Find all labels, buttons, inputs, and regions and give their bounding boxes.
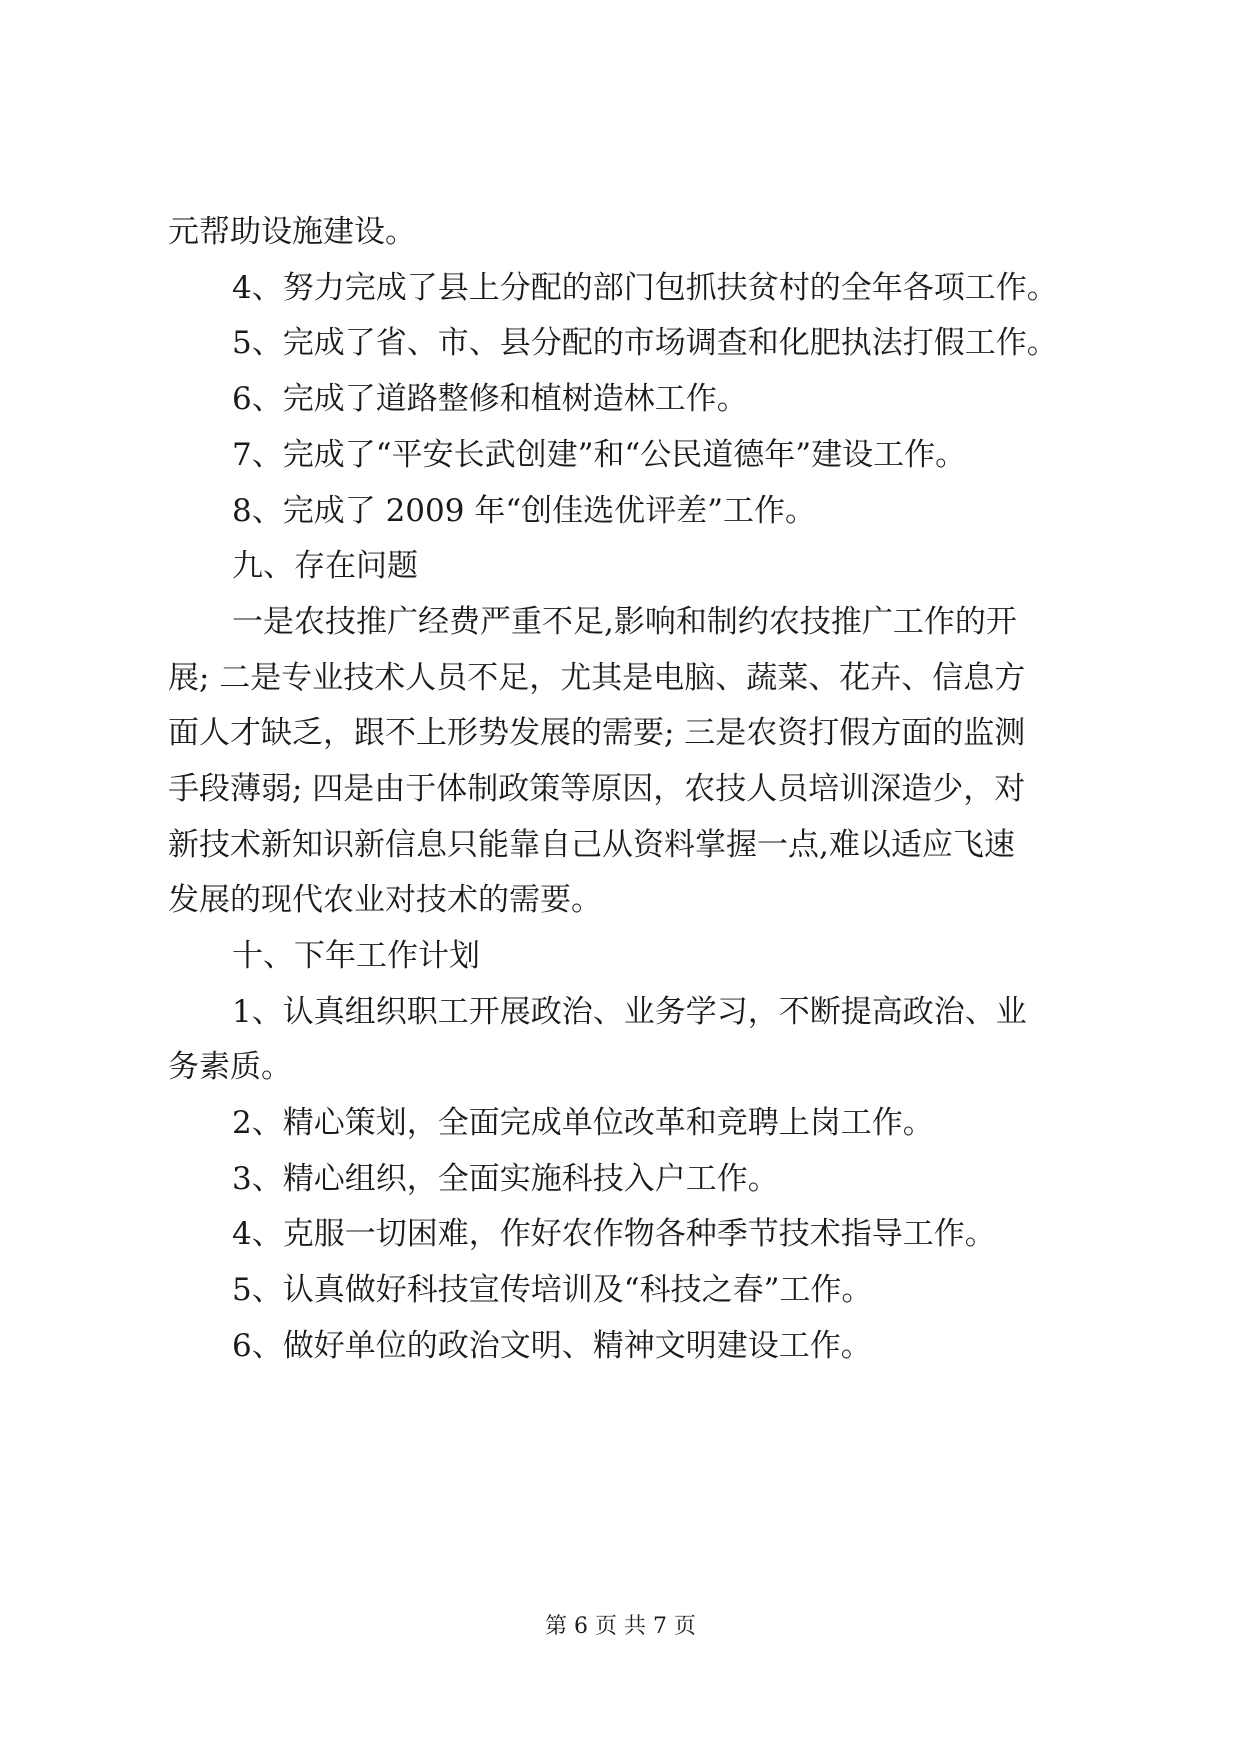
paragraph-line: 一是农技推广经费严重不足,影响和制约农技推广工作的开: [232, 604, 1017, 640]
plan-item-5: 5、认真做好科技宣传培训及“科技之春”工作。: [232, 1272, 873, 1308]
plan-item-1: 1、认真组织职工开展政治、业务学习，不断提高政治、业: [232, 994, 1027, 1030]
paragraph-line: 手段薄弱; 四是由于体制政策等原因，农技人员培训深造少，对: [168, 771, 1026, 807]
plan-item-1-continuation: 务素质。: [168, 1049, 292, 1085]
plan-item-2: 2、精心策划，全面完成单位改革和竞聘上岗工作。: [232, 1105, 934, 1141]
paragraph-line: 发展的现代农业对技术的需要。: [168, 882, 602, 918]
text-line-continuation: 元帮助设施建设。: [168, 214, 416, 250]
paragraph-line: 新技术新知识新信息只能靠自己从资料掌握一点,难以适应飞速: [168, 827, 1015, 863]
list-item-4: 4、努力完成了县上分配的部门包抓扶贫村的全年各项工作。: [232, 270, 1058, 306]
section-heading-plan: 十、下年工作计划: [232, 938, 480, 974]
plan-item-4: 4、克服一切困难，作好农作物各种季节技术指导工作。: [232, 1216, 996, 1252]
section-heading-problems: 九、存在问题: [232, 548, 418, 584]
paragraph-line: 面人才缺乏，跟不上形势发展的需要; 三是农资打假方面的监测: [168, 715, 1026, 751]
plan-item-6: 6、做好单位的政治文明、精神文明建设工作。: [232, 1328, 872, 1364]
page-number-footer: 第 6 页 共 7 页: [545, 1614, 696, 1639]
list-item-5: 5、完成了省、市、县分配的市场调查和化肥执法打假工作。: [232, 325, 1058, 361]
paragraph-line: 展; 二是专业技术人员不足，尤其是电脑、蔬菜、花卉、信息方: [168, 660, 1026, 696]
plan-item-3: 3、精心组织，全面实施科技入户工作。: [232, 1161, 779, 1197]
list-item-6: 6、完成了道路整修和植树造林工作。: [232, 381, 748, 417]
list-item-8: 8、完成了 2009 年“创佳选优评差”工作。: [232, 493, 817, 529]
list-item-7: 7、完成了“平安长武创建”和“公民道德年”建设工作。: [232, 437, 967, 473]
